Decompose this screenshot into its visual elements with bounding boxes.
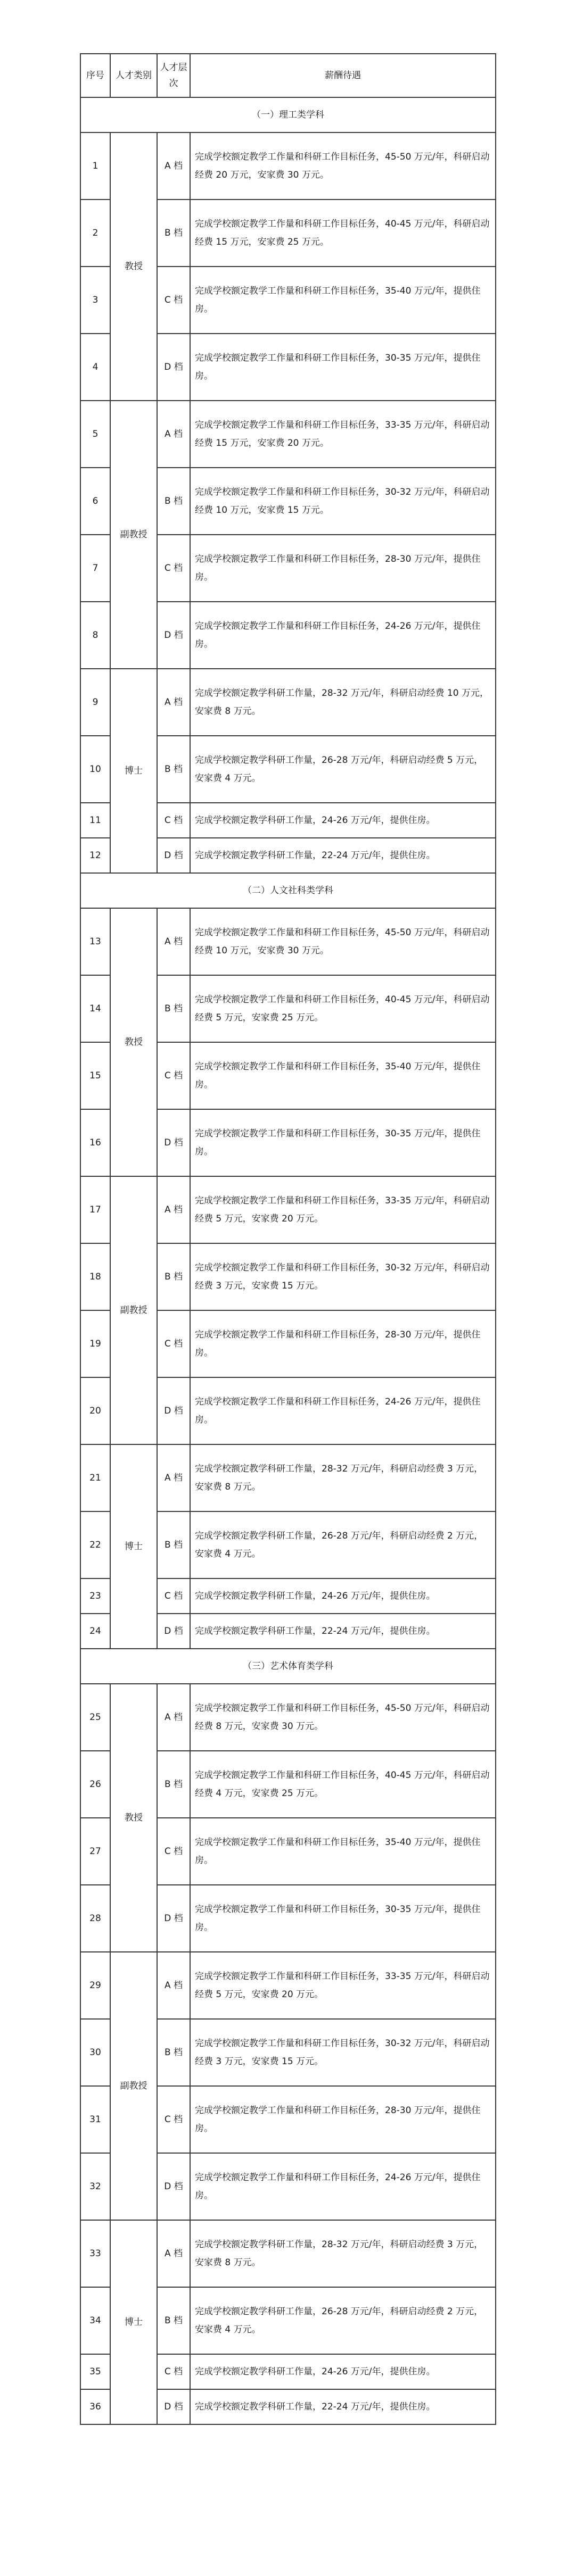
header-category: 人才类别: [110, 54, 157, 97]
table-row: [80, 1952, 496, 2019]
row-number: 25: [80, 1684, 110, 1751]
row-number: 8: [80, 602, 110, 669]
salary-description: 完成学校额定教学工作量和科研工作目标任务，35-40 万元/年，提供住房。: [190, 267, 496, 334]
talent-level: B 档: [157, 200, 190, 267]
row-number: 7: [80, 535, 110, 602]
table-row: [80, 908, 496, 975]
row-number: 17: [80, 1176, 110, 1243]
salary-description: 完成学校额定教学工作量和科研工作目标任务，33-35 万元/年，科研启动经费 15 万元，安家费 20 万元。: [190, 401, 496, 468]
section-title: （一）理工类学科: [80, 97, 496, 132]
talent-level: D 档: [157, 602, 190, 669]
talent-level: A 档: [157, 1952, 190, 2019]
salary-description: 完成学校额定教学工作量和科研工作目标任务，28-30 万元/年，提供住房。: [190, 2086, 496, 2153]
row-number: 1: [80, 132, 110, 200]
table-body: [80, 97, 496, 2424]
talent-level: A 档: [157, 1444, 190, 1511]
salary-description: 完成学校额定教学科研工作量，26-28 万元/年，科研启动经费 2 万元，安家费 4 万元。: [190, 2287, 496, 2354]
talent-level: D 档: [157, 1614, 190, 1649]
salary-description: 完成学校额定教学科研工作量，28-32 万元/年，科研启动经费 3 万元，安家费 8 万元。: [190, 1444, 496, 1511]
row-number: 4: [80, 334, 110, 401]
row-number: 9: [80, 669, 110, 736]
salary-description: 完成学校额定教学科研工作量，22-24 万元/年，提供住房。: [190, 1614, 496, 1649]
talent-category: 副教授: [110, 401, 157, 669]
talent-level: A 档: [157, 132, 190, 200]
section-header-row: [80, 97, 496, 132]
row-number: 33: [80, 2220, 110, 2287]
salary-description: 完成学校额定教学工作量和科研工作目标任务，45-50 万元/年，科研启动经费 8 万元，安家费 30 万元。: [190, 1684, 496, 1751]
table-row: [80, 1684, 496, 1751]
section-header-row: [80, 873, 496, 908]
salary-description: 完成学校额定教学科研工作量，22-24 万元/年，提供住房。: [190, 838, 496, 873]
talent-level: A 档: [157, 669, 190, 736]
talent-category: 博士: [110, 669, 157, 873]
talent-level: B 档: [157, 975, 190, 1042]
talent-level: A 档: [157, 2220, 190, 2287]
salary-description: 完成学校额定教学工作量和科研工作目标任务，35-40 万元/年，提供住房。: [190, 1042, 496, 1109]
salary-description: 完成学校额定教学工作量和科研工作目标任务，30-32 万元/年，科研启动经费 3 万元，安家费 15 万元。: [190, 1243, 496, 1310]
header-salary: 薪酬待遇: [190, 54, 496, 97]
talent-level: D 档: [157, 334, 190, 401]
salary-description: 完成学校额定教学科研工作量，28-32 万元/年，科研启动经费 3 万元，安家费 8 万元。: [190, 2220, 496, 2287]
talent-category: 博士: [110, 1444, 157, 1649]
salary-description: 完成学校额定教学工作量和科研工作目标任务，28-30 万元/年，提供住房。: [190, 1310, 496, 1377]
table-row: [80, 1444, 496, 1511]
salary-description: 完成学校额定教学科研工作量，26-28 万元/年，科研启动经费 5 万元，安家费 4 万元。: [190, 736, 496, 803]
talent-level: C 档: [157, 2354, 190, 2389]
row-number: 23: [80, 1578, 110, 1614]
talent-level: D 档: [157, 2389, 190, 2424]
table-row: [80, 132, 496, 200]
section-title: （三）艺术体育类学科: [80, 1649, 496, 1684]
table-row: [80, 401, 496, 468]
row-number: 18: [80, 1243, 110, 1310]
table-row: [80, 2220, 496, 2287]
talent-category: 教授: [110, 1684, 157, 1952]
salary-table: [80, 53, 496, 2425]
salary-description: 完成学校额定教学科研工作量，22-24 万元/年，提供住房。: [190, 2389, 496, 2424]
talent-level: C 档: [157, 535, 190, 602]
row-number: 27: [80, 1818, 110, 1885]
salary-description: 完成学校额定教学工作量和科研工作目标任务，33-35 万元/年，科研启动经费 5 万元，安家费 20 万元。: [190, 1952, 496, 2019]
row-number: 3: [80, 267, 110, 334]
salary-description: 完成学校额定教学工作量和科研工作目标任务，45-50 万元/年，科研启动经费 20 万元，安家费 30 万元。: [190, 132, 496, 200]
talent-level: A 档: [157, 1684, 190, 1751]
row-number: 32: [80, 2153, 110, 2220]
row-number: 14: [80, 975, 110, 1042]
talent-level: D 档: [157, 2153, 190, 2220]
table-header-row: [80, 54, 496, 97]
row-number: 28: [80, 1885, 110, 1952]
salary-description: 完成学校额定教学工作量和科研工作目标任务，28-30 万元/年，提供住房。: [190, 535, 496, 602]
row-number: 30: [80, 2019, 110, 2086]
row-number: 16: [80, 1109, 110, 1176]
talent-level: A 档: [157, 401, 190, 468]
row-number: 29: [80, 1952, 110, 2019]
salary-description: 完成学校额定教学工作量和科研工作目标任务，24-26 万元/年，提供住房。: [190, 2153, 496, 2220]
salary-description: 完成学校额定教学工作量和科研工作目标任务，45-50 万元/年，科研启动经费 10 万元，安家费 30 万元。: [190, 908, 496, 975]
salary-description: 完成学校额定教学工作量和科研工作目标任务，35-40 万元/年，提供住房。: [190, 1818, 496, 1885]
header-level: 人才层次: [157, 54, 190, 97]
salary-description: 完成学校额定教学工作量和科研工作目标任务，30-32 万元/年，科研启动经费 3 万元，安家费 15 万元。: [190, 2019, 496, 2086]
row-number: 2: [80, 200, 110, 267]
row-number: 6: [80, 468, 110, 535]
salary-description: 完成学校额定教学科研工作量，24-26 万元/年，提供住房。: [190, 803, 496, 838]
talent-level: C 档: [157, 1042, 190, 1109]
talent-level: C 档: [157, 2086, 190, 2153]
talent-category: 副教授: [110, 1952, 157, 2220]
talent-level: C 档: [157, 803, 190, 838]
salary-description: 完成学校额定教学科研工作量，28-32 万元/年，科研启动经费 10 万元，安家费 8 万元。: [190, 669, 496, 736]
row-number: 36: [80, 2389, 110, 2424]
salary-description: 完成学校额定教学科研工作量，24-26 万元/年，提供住房。: [190, 1578, 496, 1614]
salary-description: 完成学校额定教学工作量和科研工作目标任务，30-35 万元/年，提供住房。: [190, 334, 496, 401]
talent-level: B 档: [157, 2019, 190, 2086]
talent-level: D 档: [157, 838, 190, 873]
talent-level: C 档: [157, 1818, 190, 1885]
talent-category: 教授: [110, 132, 157, 401]
talent-level: D 档: [157, 1885, 190, 1952]
talent-level: A 档: [157, 908, 190, 975]
talent-level: D 档: [157, 1109, 190, 1176]
talent-level: B 档: [157, 2287, 190, 2354]
row-number: 31: [80, 2086, 110, 2153]
salary-description: 完成学校额定教学工作量和科研工作目标任务，30-32 万元/年，科研启动经费 10 万元，安家费 15 万元。: [190, 468, 496, 535]
talent-category: 教授: [110, 908, 157, 1176]
salary-description: 完成学校额定教学工作量和科研工作目标任务，40-45 万元/年，科研启动经费 4 万元，安家费 25 万元。: [190, 1751, 496, 1818]
salary-description: 完成学校额定教学科研工作量，26-28 万元/年，科研启动经费 2 万元，安家费 4 万元。: [190, 1511, 496, 1578]
row-number: 19: [80, 1310, 110, 1377]
table-row: [80, 1176, 496, 1243]
salary-description: 完成学校额定教学科研工作量，24-26 万元/年，提供住房。: [190, 2354, 496, 2389]
talent-level: B 档: [157, 1243, 190, 1310]
row-number: 12: [80, 838, 110, 873]
salary-description: 完成学校额定教学工作量和科研工作目标任务，33-35 万元/年，科研启动经费 5 万元，安家费 20 万元。: [190, 1176, 496, 1243]
row-number: 26: [80, 1751, 110, 1818]
talent-level: B 档: [157, 468, 190, 535]
section-header-row: [80, 1649, 496, 1684]
talent-level: C 档: [157, 1310, 190, 1377]
row-number: 11: [80, 803, 110, 838]
talent-level: B 档: [157, 1751, 190, 1818]
table-row: [80, 669, 496, 736]
row-number: 35: [80, 2354, 110, 2389]
talent-level: C 档: [157, 267, 190, 334]
talent-level: B 档: [157, 1511, 190, 1578]
talent-category: 博士: [110, 2220, 157, 2424]
salary-description: 完成学校额定教学工作量和科研工作目标任务，40-45 万元/年，科研启动经费 15 万元，安家费 25 万元。: [190, 200, 496, 267]
talent-level: A 档: [157, 1176, 190, 1243]
row-number: 13: [80, 908, 110, 975]
row-number: 22: [80, 1511, 110, 1578]
row-number: 24: [80, 1614, 110, 1649]
salary-description: 完成学校额定教学工作量和科研工作目标任务，30-35 万元/年，提供住房。: [190, 1885, 496, 1952]
row-number: 15: [80, 1042, 110, 1109]
row-number: 5: [80, 401, 110, 468]
talent-level: B 档: [157, 736, 190, 803]
row-number: 20: [80, 1377, 110, 1444]
header-no: 序号: [80, 54, 110, 97]
salary-description: 完成学校额定教学工作量和科研工作目标任务，24-26 万元/年，提供住房。: [190, 602, 496, 669]
salary-description: 完成学校额定教学工作量和科研工作目标任务，40-45 万元/年，科研启动经费 5 万元，安家费 25 万元。: [190, 975, 496, 1042]
salary-description: 完成学校额定教学工作量和科研工作目标任务，24-26 万元/年，提供住房。: [190, 1377, 496, 1444]
section-title: （二）人文社科类学科: [80, 873, 496, 908]
row-number: 34: [80, 2287, 110, 2354]
talent-category: 副教授: [110, 1176, 157, 1444]
salary-table-container: [80, 53, 495, 2425]
talent-level: C 档: [157, 1578, 190, 1614]
row-number: 21: [80, 1444, 110, 1511]
row-number: 10: [80, 736, 110, 803]
salary-description: 完成学校额定教学工作量和科研工作目标任务，30-35 万元/年，提供住房。: [190, 1109, 496, 1176]
talent-level: D 档: [157, 1377, 190, 1444]
